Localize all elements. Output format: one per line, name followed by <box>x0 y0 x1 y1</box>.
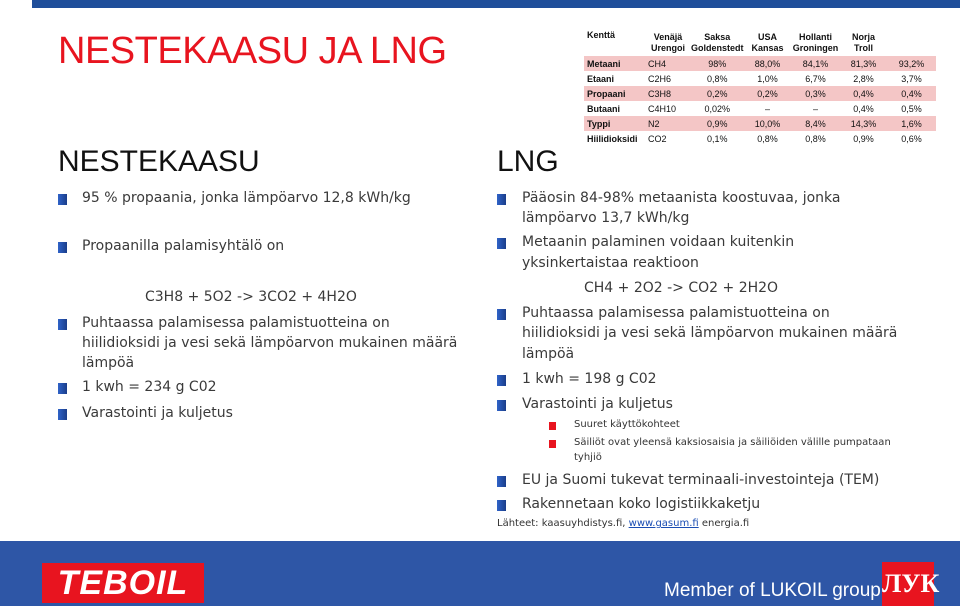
value-cell: 0,4% <box>840 86 888 101</box>
bullet-icon <box>58 242 67 253</box>
value-cell: 0,9% <box>853 133 874 144</box>
value-cell: 0,1% <box>707 133 728 144</box>
bullet-icon <box>497 375 506 386</box>
bullet-icon <box>58 194 67 205</box>
header-line: USA <box>758 32 778 42</box>
left-bullet-storage: Varastointi ja kuljetus <box>82 405 233 421</box>
bullet-icon <box>497 309 506 320</box>
right-bullet-logistics: Rakennetaan koko logistiikkaketju <box>522 496 761 512</box>
value-cell: 14,3% <box>840 116 888 131</box>
value-cell: 10,0% <box>744 116 792 131</box>
left-bullet-propane-share: 95 % propaania, jonka lämpöarvo 12,8 kWh/kg <box>82 190 411 206</box>
gas-name-cell: Hiilidioksidi <box>587 133 638 144</box>
table-body <box>584 56 936 146</box>
table-row <box>584 56 936 71</box>
right-bullet-products-line2: hiilidioksidi ja vesi sekä lämpöarvon mukainen määrä <box>522 325 898 341</box>
table-header-cell <box>645 30 691 56</box>
bullet-icon <box>58 319 67 330</box>
right-equation: CH4 + 2O2 -> CO2 + 2H2O <box>584 280 779 296</box>
value-cell: 1,6% <box>888 116 936 131</box>
bullet-icon <box>497 238 506 249</box>
table-row <box>584 131 936 146</box>
table-row <box>584 101 936 116</box>
gas-name-cell: Typpi <box>584 116 645 131</box>
formula-cell: C2H6 <box>648 73 672 84</box>
header-line: Kansas <box>751 43 784 53</box>
value-cell: 0,02% <box>704 103 731 114</box>
value-cell: 88,0% <box>744 56 792 71</box>
formula-cell: C3H8 <box>645 86 691 101</box>
gas-name-cell: Etaani <box>587 73 615 84</box>
right-heading: LNG <box>497 145 559 178</box>
value-cell: 0,5% <box>901 103 922 114</box>
formula-cell: N2 <box>645 116 691 131</box>
gas-composition-table <box>584 30 936 146</box>
value-cell: 0,8% <box>707 73 728 84</box>
value-cell: 0,4% <box>888 86 936 101</box>
bullet-icon <box>58 383 67 394</box>
member-text: Member of LUKOIL group <box>664 580 881 601</box>
header-line: Goldenstedt <box>691 43 744 53</box>
left-equation: C3H8 + 5O2 -> 3CO2 + 4H2O <box>145 289 357 305</box>
top-accent-bar <box>32 0 960 8</box>
header-line: Kenttä <box>587 30 616 40</box>
value-cell: 6,7% <box>805 73 826 84</box>
value-cell: 84,1% <box>792 56 840 71</box>
formula-cell: C4H10 <box>648 103 677 114</box>
value-cell: 8,4% <box>792 116 840 131</box>
header-line: Troll <box>854 43 874 53</box>
right-bullet-eu-support: EU ja Suomi tukevat terminaali-investointeja (TEM) <box>522 472 880 488</box>
gas-name-cell: Metaani <box>584 56 645 71</box>
bullet-icon <box>497 194 506 205</box>
lukoil-logo: ЛУК <box>882 562 934 606</box>
header-line: Venäjä <box>653 32 683 42</box>
value-cell: 0,3% <box>792 86 840 101</box>
left-bullet-products-line3: lämpöä <box>82 355 135 371</box>
value-cell: – <box>813 103 819 114</box>
value-cell: 0,2% <box>691 86 744 101</box>
table-row <box>584 71 936 86</box>
left-heading: NESTEKAASU <box>58 145 260 178</box>
value-cell: 0,9% <box>691 116 744 131</box>
left-bullet-combustion: Propaanilla palamisyhtälö on <box>82 238 285 254</box>
value-cell: 0,6% <box>901 133 922 144</box>
gas-name-cell: Butaani <box>587 103 621 114</box>
gasum-link[interactable]: www.gasum.fi <box>628 518 699 529</box>
table-header-row <box>584 30 936 56</box>
right-bullet-reaction-line1: Metaanin palaminen voidaan kuitenkin <box>522 234 795 250</box>
bullet-icon <box>497 476 506 487</box>
table-header-cell <box>792 30 840 56</box>
left-bullet-products-line1: Puhtaassa palamisessa palamistuotteina on <box>82 315 390 331</box>
value-cell: 81,3% <box>840 56 888 71</box>
right-bullet-methane-line2: lämpöarvo 13,7 kWh/kg <box>522 210 690 226</box>
right-bullet-products-line1: Puhtaassa palamisessa palamistuotteina on <box>522 305 830 321</box>
right-sub-bullet-tanks-line2: tyhjiö <box>574 452 602 463</box>
value-cell: 0,8% <box>805 133 826 144</box>
header-line: Hollanti <box>799 32 833 42</box>
value-cell: 2,8% <box>853 73 874 84</box>
value-cell: 0,2% <box>744 86 792 101</box>
left-bullet-emission: 1 kwh = 234 g C02 <box>82 379 217 395</box>
sources-suffix: energia.fi <box>701 518 750 529</box>
sources-prefix: Lähteet: kaasuyhdistys.fi, <box>497 518 626 529</box>
value-cell: 0,8% <box>757 133 778 144</box>
bullet-icon <box>497 400 506 411</box>
right-bullet-reaction-line2: yksinkertaistaa reaktioon <box>522 255 699 271</box>
bullet-icon <box>497 500 506 511</box>
table-header-cell <box>840 30 888 56</box>
sub-bullet-icon <box>549 440 556 448</box>
right-bullet-methane-line1: Pääosin 84-98% metaanista koostuvaa, jonka <box>522 190 841 206</box>
formula-cell: CH4 <box>645 56 691 71</box>
table-header-cell <box>691 30 744 56</box>
value-cell: 98% <box>691 56 744 71</box>
value-cell: 0,4% <box>853 103 874 114</box>
gas-name-cell: Propaani <box>584 86 645 101</box>
header-line: Groningen <box>792 43 839 53</box>
header-line: Saksa <box>704 32 731 42</box>
value-cell: 3,7% <box>901 73 922 84</box>
bullet-icon <box>58 409 67 420</box>
table-header-cell <box>584 30 645 56</box>
right-sub-bullet-usage: Suuret käyttökohteet <box>574 419 680 430</box>
right-bullet-products-line3: lämpöä <box>522 346 575 362</box>
value-cell: – <box>765 103 771 114</box>
slide-title: NESTEKAASU JA LNG <box>58 30 447 72</box>
sub-bullet-icon <box>549 422 556 430</box>
sources-line <box>497 518 749 529</box>
table-row <box>584 86 936 101</box>
value-cell: 1,0% <box>757 73 778 84</box>
header-line: Urengoi <box>650 43 685 53</box>
value-cell: 93,2% <box>888 56 936 71</box>
teboil-logo: TEBOIL <box>42 563 204 603</box>
right-bullet-emission: 1 kwh = 198 g C02 <box>522 371 657 387</box>
header-line: Norja <box>852 32 876 42</box>
left-bullet-products-line2: hiilidioksidi ja vesi sekä lämpöarvon mukainen määrä <box>82 335 458 351</box>
table-row <box>584 116 936 131</box>
right-sub-bullet-tanks-line1: Säiliöt ovat yleensä kaksiosaisia ja säiliöiden välille pumpataan <box>574 437 891 448</box>
right-bullet-storage: Varastointi ja kuljetus <box>522 396 673 412</box>
table-header-cell <box>744 30 792 56</box>
formula-cell: CO2 <box>648 133 667 144</box>
